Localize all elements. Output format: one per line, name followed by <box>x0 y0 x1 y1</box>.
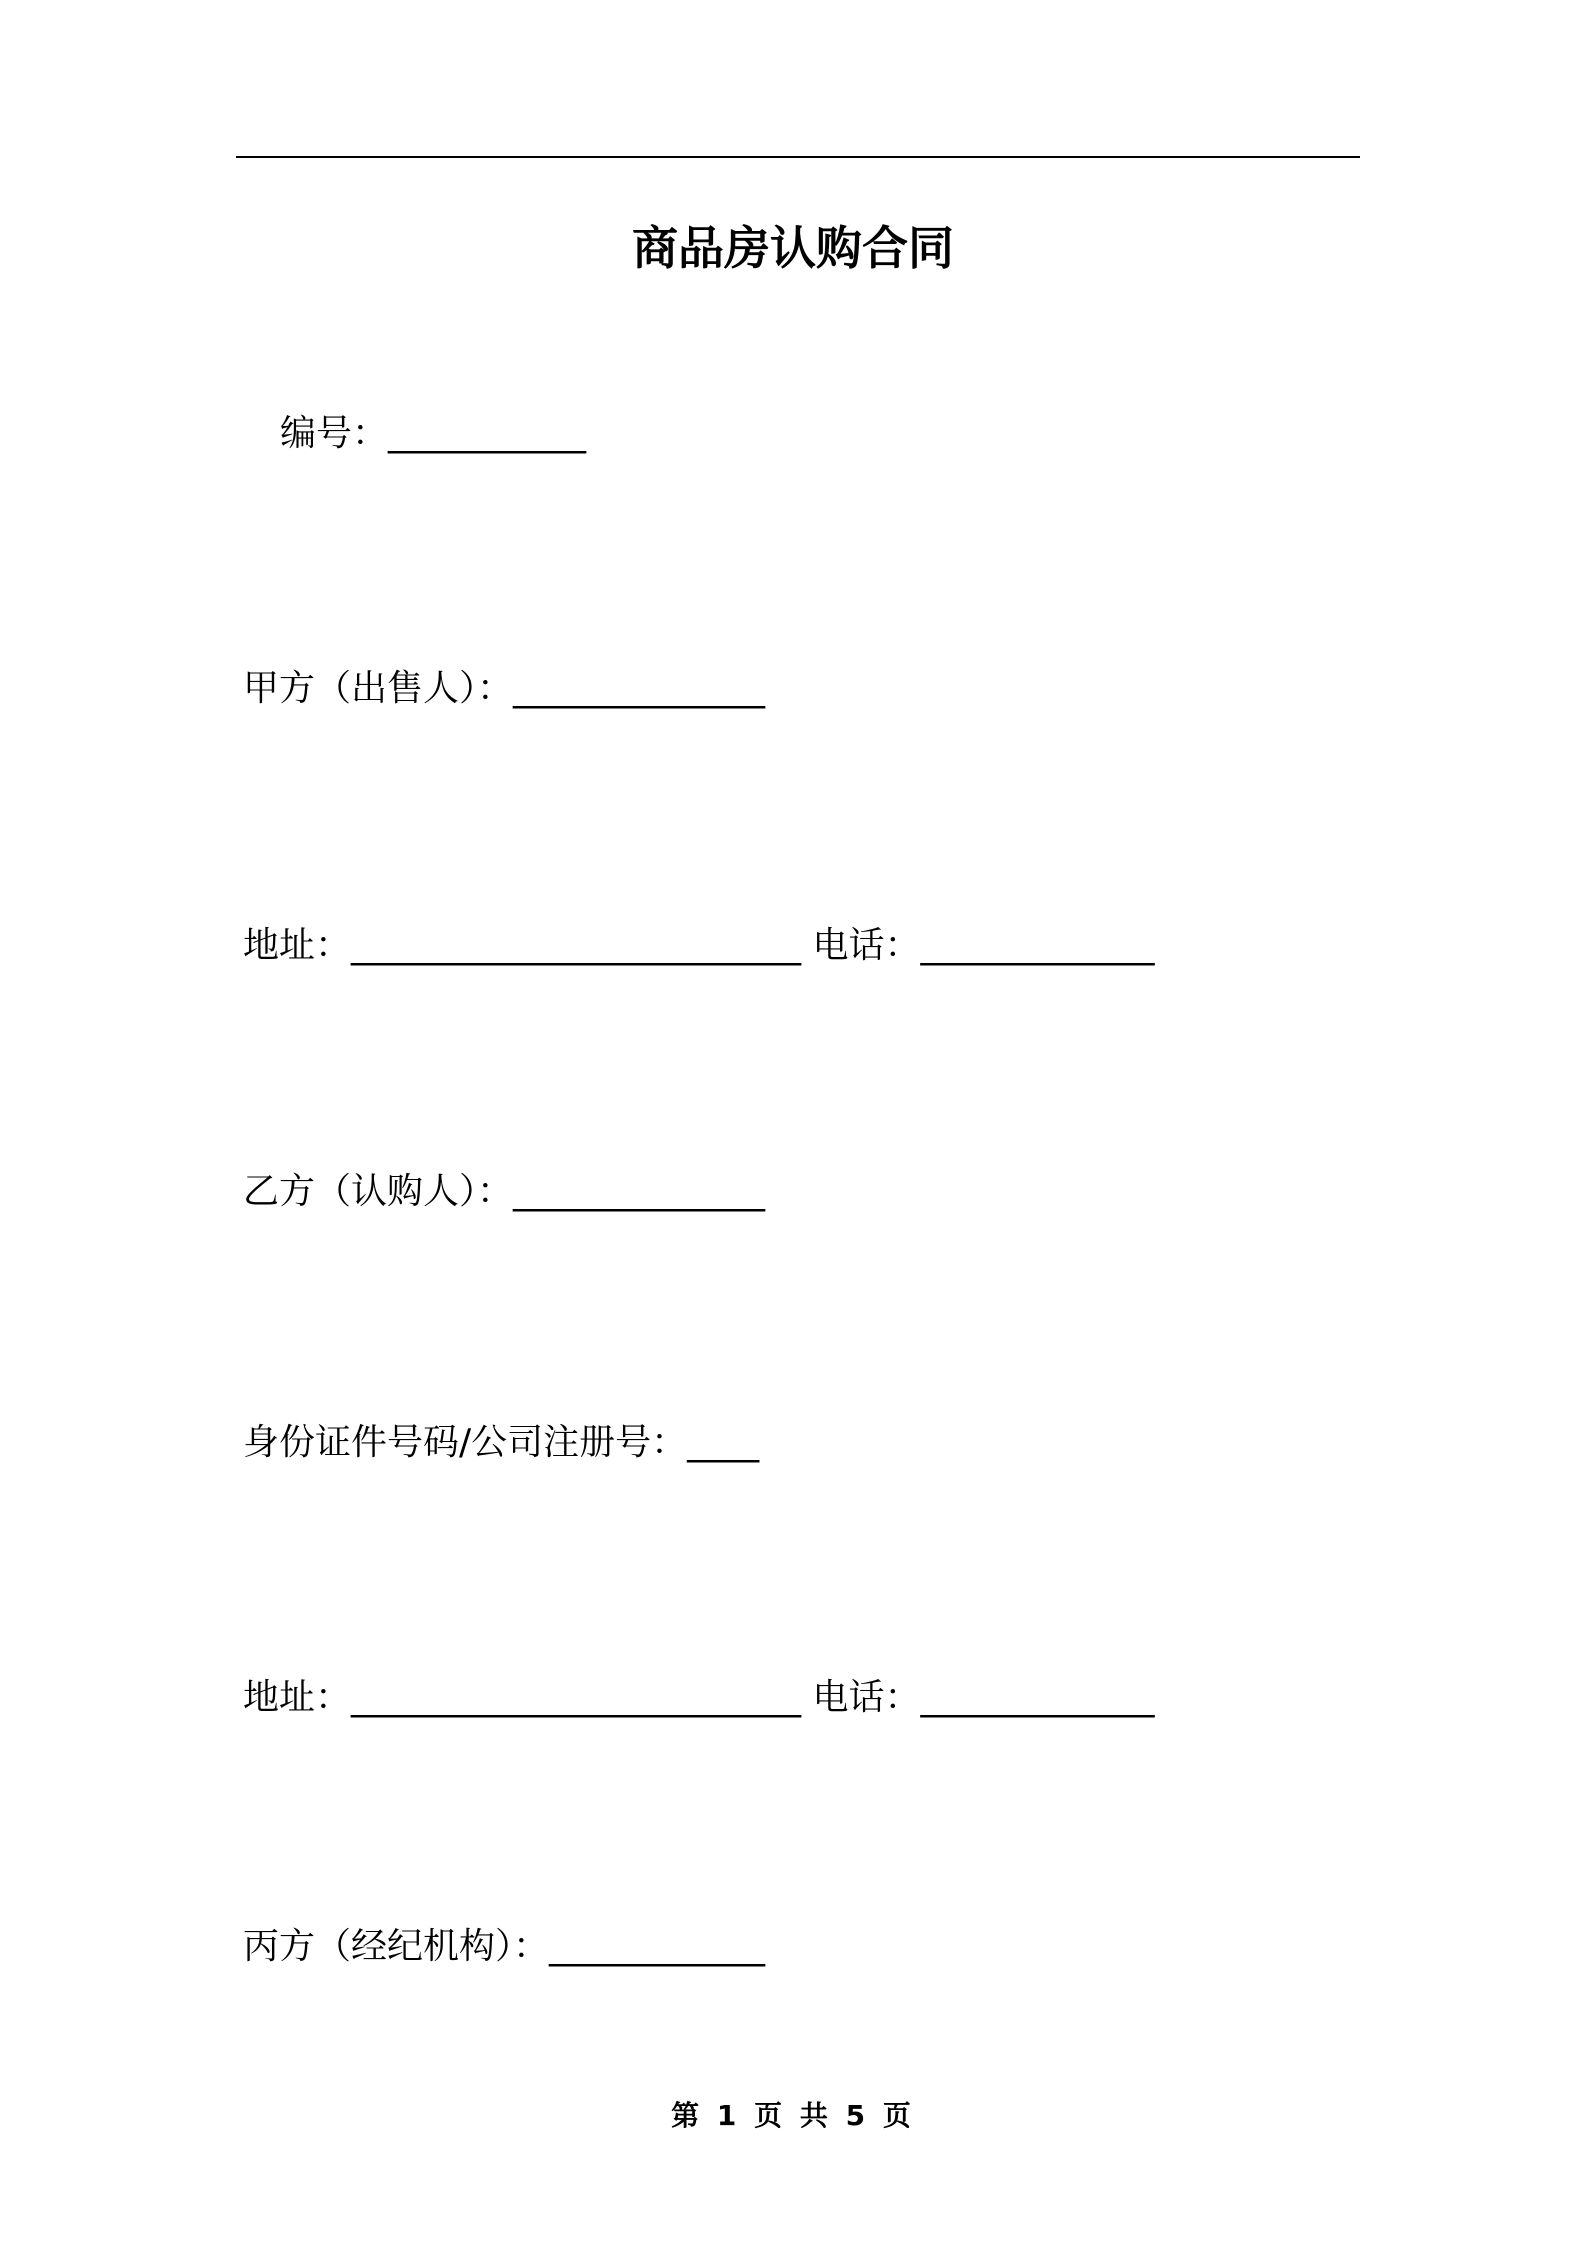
document-title: 商品房认购合同 <box>632 221 954 275</box>
header-rule <box>236 156 1360 158</box>
party-a-address-phone-field: 地址：_________________________ 电话：_____________ <box>243 925 1155 966</box>
contract-number-field: 编号：___________ <box>280 413 587 454</box>
party-a-seller-field: 甲方（出售人）：______________ <box>243 668 766 709</box>
party-b-buyer-field: 乙方（认购人）：______________ <box>243 1171 766 1212</box>
party-b-address-phone-field: 地址：_________________________ 电话：_____________ <box>243 1677 1155 1718</box>
page-number-footer: 第 1 页 共 5 页 <box>671 2099 915 2132</box>
party-c-agency-field: 丙方（经纪机构）：____________ <box>243 1926 766 1967</box>
id-registration-number-field: 身份证件号码/公司注册号：____ <box>243 1422 760 1463</box>
